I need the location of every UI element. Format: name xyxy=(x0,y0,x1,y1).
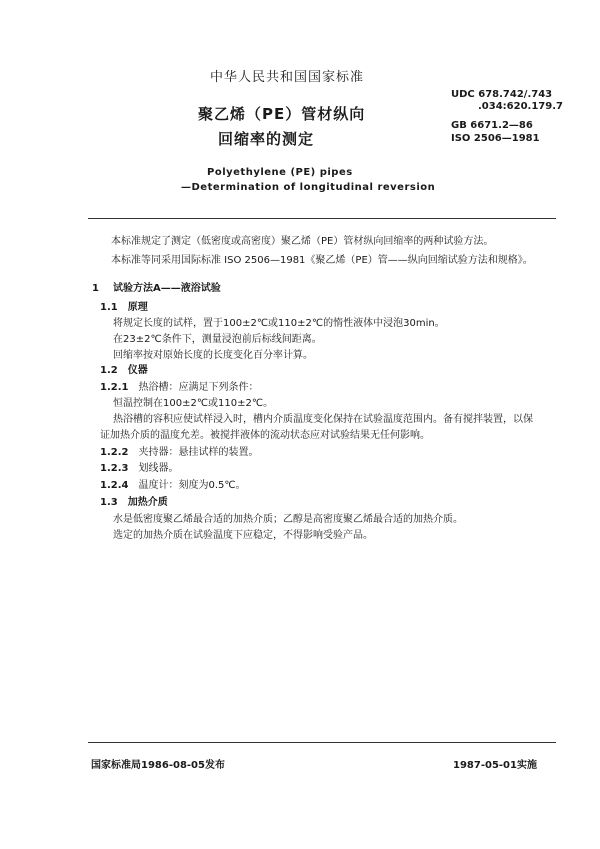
section-1-2-2 xyxy=(100,443,258,458)
document-title-line2: 回缩率的测定 xyxy=(218,130,315,148)
english-title-line1: Polyethylene (PE) pipes xyxy=(207,167,353,178)
section-number: 1 xyxy=(92,283,99,294)
item-text: 夹持器：悬挂试样的装置。 xyxy=(138,447,259,458)
item-text: 温度计：刻度为0.5℃。 xyxy=(138,480,246,491)
english-title-line2: —Determination of longitudinal reversion xyxy=(181,182,436,193)
section-number: 1.3 xyxy=(100,497,118,508)
item-text: 划线器。 xyxy=(138,463,179,474)
section-title: 加热介质 xyxy=(127,497,168,508)
section-number: 1.2.4 xyxy=(100,480,129,491)
paragraph: 恒温控制在100±2℃或110±2℃。 xyxy=(113,398,274,409)
paragraph: 水是低密度聚乙烯最合适的加热介质；乙醇是高密度聚乙烯最合适的加热介质。 xyxy=(113,514,463,525)
section-title: 仪器 xyxy=(127,365,148,376)
item-text: 热浴槽：应满足下列条件： xyxy=(138,382,259,393)
section-1-2-4 xyxy=(100,476,246,491)
section-1-2-heading xyxy=(100,361,148,376)
section-1-heading xyxy=(92,279,221,294)
section-1-2-1 xyxy=(100,378,258,393)
section-title: 原理 xyxy=(127,302,148,313)
section-number: 1.2 xyxy=(100,365,118,376)
paragraph: 证加热介质的温度允差。被搅拌液体的流动状态应对试验结果无任何影响。 xyxy=(100,430,430,441)
paragraph: 选定的加热介质在试验温度下应稳定，不得影响受验产品。 xyxy=(113,530,373,541)
paragraph: 将规定长度的试样，置于100±2℃或110±2℃的惰性液体中浸泡30min。 xyxy=(113,318,445,329)
section-1-1-heading xyxy=(100,298,148,313)
intro-paragraph-2: 本标准等同采用国际标准 ISO 2506—1981《聚乙烯（PE）管——纵向回缩试验方法和规格》。 xyxy=(111,255,533,266)
udc-code-line1: UDC 678.742/.743 xyxy=(451,89,553,100)
standard-issuer: 中华人民共和国国家标准 xyxy=(210,70,365,85)
section-number: 1.1 xyxy=(100,302,118,313)
gb-code: GB 6671.2—86 xyxy=(451,120,533,131)
issue-date: 国家标准局1986-08-05发布 xyxy=(91,760,225,771)
udc-code-line2: .034:620.179.7 xyxy=(478,101,563,112)
section-number: 1.2.2 xyxy=(100,447,129,458)
document-title-line1: 聚乙烯（PE）管材纵向 xyxy=(198,105,366,123)
section-title: 试验方法A——液浴试验 xyxy=(112,283,221,294)
paragraph: 热浴槽的容积应使试样浸入时，槽内介质温度变化保持在试验温度范围内。备有搅拌装置，以保 xyxy=(113,414,533,425)
intro-paragraph-1: 本标准规定了测定（低密度或高密度）聚乙烯（PE）管材纵向回缩率的两种试验方法。 xyxy=(111,236,494,247)
paragraph: 在23±2℃条件下，测量浸泡前后标线间距离。 xyxy=(113,334,322,345)
iso-code: ISO 2506—1981 xyxy=(451,133,540,144)
paragraph: 回缩率按对原始长度的长度变化百分率计算。 xyxy=(113,350,313,361)
section-number: 1.2.3 xyxy=(100,463,129,474)
footer-rule xyxy=(88,742,556,743)
section-1-2-3 xyxy=(100,459,178,474)
section-1-3-heading xyxy=(100,493,168,508)
effective-date: 1987-05-01实施 xyxy=(453,760,537,771)
header-rule xyxy=(88,218,556,219)
section-number: 1.2.1 xyxy=(100,382,129,393)
